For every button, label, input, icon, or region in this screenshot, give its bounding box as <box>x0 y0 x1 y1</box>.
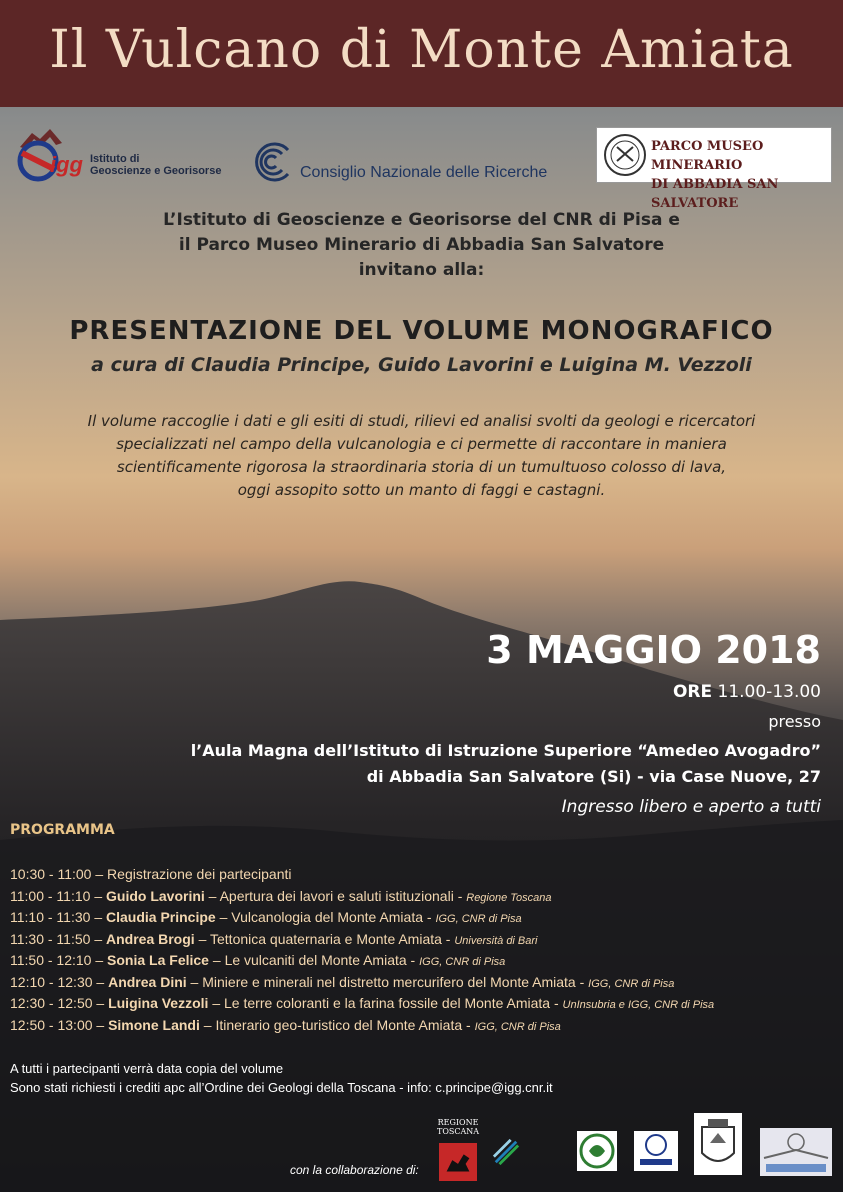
regione-line2: TOSCANA <box>437 1127 480 1136</box>
venue-line1: l’Aula Magna dell’Istituto di Istruzione Superiore “Amedeo Avogadro” <box>190 741 821 760</box>
program-item: 12:50 - 13:00 – Simone Landi – Itinerario geo-turistico del Monte Amiata - IGG, CNR di Pisa <box>10 1016 561 1033</box>
pegasus-icon <box>439 1142 477 1182</box>
cnr-name: Consiglio Nazionale delle Ricerche <box>300 164 548 181</box>
regione-toscana-logo <box>437 1118 479 1184</box>
event-time <box>673 682 821 702</box>
parco-line1: PARCO MUSEO MINERARIO <box>651 139 764 173</box>
program-item: 10:30 - 11:00 – Registrazione dei partecipanti <box>10 866 292 882</box>
page-title: Il Vulcano di Monte Amiata <box>49 20 794 80</box>
ore-value: 11.00-13.00 <box>717 682 821 702</box>
regione-line1: REGIONE <box>437 1118 479 1127</box>
collaboration-label: con la collaborazione di: <box>290 1163 419 1177</box>
description-line3: scientificamente rigorosa la straordinaria storia di un tumultuoso colosso di lava, <box>116 458 727 476</box>
notes-line1: A tutti i partecipanti verrà data copia del volume <box>10 1061 284 1076</box>
comune-abbadia-logo <box>694 1113 742 1175</box>
description-line2: specializzati nel campo della vulcanologia e ci permette di raccontare in maniera <box>116 435 727 453</box>
cnr-logo-mark <box>248 140 296 184</box>
partner-logo-green <box>577 1131 617 1171</box>
event-date: 3 MAGGIO 2018 <box>486 628 821 672</box>
intro-text <box>0 208 843 283</box>
program-item: 11:50 - 12:10 – Sonia La Felice – Le vulcaniti del Monte Amiata - IGG, CNR di Pisa <box>10 952 506 968</box>
igg-line1: Istituto di <box>90 153 140 165</box>
parco-logo <box>596 127 832 211</box>
ore-label: ORE <box>672 682 713 702</box>
parco-line2: DI ABBADIA SAN SALVATORE <box>651 177 779 211</box>
footer-notes <box>10 1059 553 1097</box>
entry-note: Ingresso libero e aperto a tutti <box>561 797 821 817</box>
intro-line3: invitano alla: <box>358 260 485 280</box>
universita-bari-logo <box>634 1131 678 1171</box>
program-item: 11:30 - 11:50 – Andrea Brogi – Tettonica quaternaria e Monte Amiata - Università di Bari <box>10 930 538 947</box>
partner-logo-books <box>760 1128 832 1176</box>
intro-line1: L’Istituto di Geoscienze e Georisorse del CNR di Pisa e <box>163 210 680 230</box>
igg-logo <box>10 125 230 185</box>
igg-line2: Geoscienze e Georisorse <box>90 165 222 177</box>
description-line4: oggi assopito sotto un manto di faggi e castagni. <box>237 481 606 499</box>
igg-mark-text: igg <box>50 152 83 177</box>
program-item: 12:30 - 12:50 – Luigina Vezzoli – Le terre coloranti e la farina fossile del Monte Amiata - UnInsubria e IGG, CNR di Pisa <box>10 995 715 1011</box>
program-heading: PROGRAMMA <box>10 822 115 838</box>
program-list <box>10 866 840 1038</box>
notes-line2: Sono stati richiesti i crediti apc all’Ordine dei Geologi della Toscana - info: c.principe@igg.cnr.it <box>10 1080 553 1095</box>
description <box>35 410 808 502</box>
presso-label: presso <box>768 712 821 731</box>
intro-line2: il Parco Museo Minerario di Abbadia San Salvatore <box>178 235 665 255</box>
igg-logo-mark <box>10 125 88 183</box>
partner-logo-stripes <box>492 1138 520 1166</box>
venue-line2: di Abbadia San Salvatore (Si) - via Case Nuove, 27 <box>366 767 821 786</box>
program-item: 12:10 - 12:30 – Andrea Dini – Miniere e minerali nel distretto mercurifero del Monte Amiata - IGG, CNR di Pisa <box>10 973 675 990</box>
cnr-logo <box>248 140 578 184</box>
program-item: 11:00 - 11:10 – Guido Lavorini – Apertura dei lavori e saluti istituzionali - Regione Toscana <box>10 887 552 904</box>
venue <box>191 738 821 790</box>
description-line1: Il volume raccoglie i dati e gli esiti di studi, rilievi ed analisi svolti da geologi e ricercatori <box>87 412 756 430</box>
editors-line: a cura di Claudia Principe, Guido Lavorini e Luigina M. Vezzoli <box>91 354 752 376</box>
parco-seal-icon <box>603 133 647 177</box>
main-heading: PRESENTAZIONE DEL VOLUME MONOGRAFICO <box>69 316 774 346</box>
program-item: 11:10 - 11:30 – Claudia Principe – Vulcanologia del Monte Amiata - IGG, CNR di Pisa <box>10 909 522 925</box>
